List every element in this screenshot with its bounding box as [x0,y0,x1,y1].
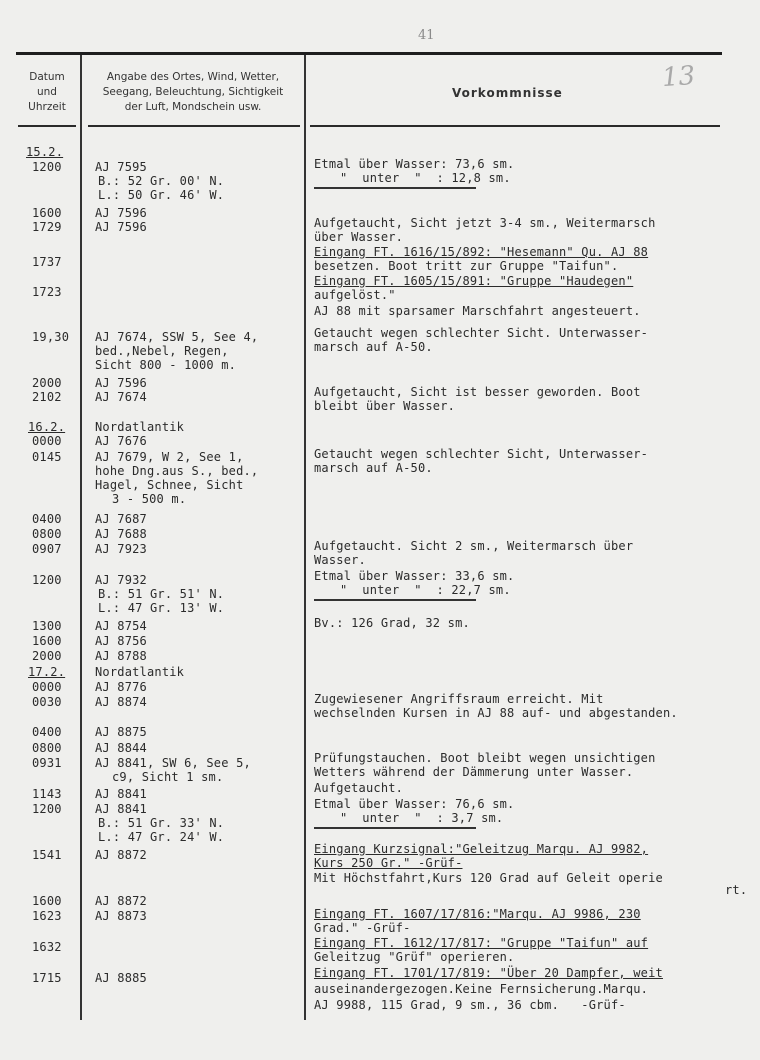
position-entry: AJ 7595 [95,160,147,174]
event-line: Mit Höchstfahrt,Kurs 120 Grad auf Geleit operie [314,871,663,885]
position-entry: AJ 7596 [95,376,147,390]
header-place: Angabe des Ortes, Wind, Wetter, Seegang, Beleuchtung, Sichtigkeit der Luft, Mondschein usw. [102,71,284,113]
position-entry: AJ 8841 [95,787,147,801]
column-divider-1 [80,55,82,1020]
position-entry: AJ 7596 [95,206,147,220]
event-line: Etmal über Wasser: 76,6 sm. [314,797,515,811]
time-entry: 0000 [32,434,62,448]
time-entry: 0931 [32,756,62,770]
position-entry: L.: 47 Gr. 13' W. [98,601,225,615]
weather-entry: AJ 8841, SW 6, See 5, [95,756,251,770]
weather-entry: Sicht 800 - 1000 m. [95,358,237,372]
time-entry: 1600 [32,894,62,908]
position-entry: AJ 7687 [95,512,147,526]
event-line: Aufgetaucht. Sicht 2 sm., Weitermarsch über [314,539,634,553]
header-rule-3 [310,125,720,127]
position-entry: AJ 8872 [95,848,147,862]
position-entry: AJ 8841 [95,802,147,816]
position-entry: AJ 8754 [95,619,147,633]
time-entry: 1600 [32,206,62,220]
event-line: Eingang Kurzsignal:"Geleitzug Marqu. AJ 9982, [314,842,649,856]
area-entry: Nordatlantik [95,420,185,434]
time-entry: 1737 [32,255,62,269]
position-entry: B.: 52 Gr. 00' N. [98,174,225,188]
time-entry: 0030 [32,695,62,709]
area-entry: Nordatlantik [95,665,185,679]
time-entry: 1200 [32,802,62,816]
event-line: Geleitzug "Grüf" operieren. [314,950,515,964]
time-entry: 0400 [32,512,62,526]
time-entry: 19,30 [32,330,70,344]
event-line: Getaucht wegen schlechter Sicht, Unterwasser- [314,447,649,461]
event-line: AJ 88 mit sparsamer Marschfahrt angesteuert. [314,304,641,318]
weather-entry: Hagel, Schnee, Sicht [95,478,244,492]
event-line: marsch auf A-50. [314,340,433,354]
event-line: Grad." -Grüf- [314,921,411,935]
position-entry: B.: 51 Gr. 33' N. [98,816,225,830]
position-entry: AJ 8776 [95,680,147,694]
position-entry: B.: 51 Gr. 51' N. [98,587,225,601]
position-entry: AJ 7932 [95,573,147,587]
event-line: Getaucht wegen schlechter Sicht. Unterwasser- [314,326,649,340]
position-entry: AJ 8874 [95,695,147,709]
date-entry: 17.2. [28,665,66,679]
event-line: Eingang FT. 1616/15/892: "Hesemann" Qu. AJ 88 [314,245,649,259]
event-line: Zugewiesener Angriffsraum erreicht. Mit [314,692,604,706]
time-entry: 1715 [32,971,62,985]
top-rule [16,52,722,55]
event-line: Etmal über Wasser: 33,6 sm. [314,569,515,583]
position-entry: AJ 8844 [95,741,147,755]
event-line: Wetters während der Dämmerung unter Wasser. [314,765,634,779]
time-entry: 1729 [32,220,62,234]
underline [314,599,476,601]
event-line: über Wasser. [314,230,404,244]
event-line: Etmal über Wasser: 73,6 sm. [314,157,515,171]
weather-entry: AJ 7679, W 2, See 1, [95,450,244,464]
underline [314,827,476,829]
event-line: Aufgetaucht, Sicht jetzt 3-4 sm., Weitermarsch [314,216,656,230]
time-entry: 1200 [32,573,62,587]
date-entry: 16.2. [28,420,66,434]
underline [314,187,476,189]
position-entry: AJ 8873 [95,909,147,923]
event-line: marsch auf A-50. [314,461,433,475]
time-entry: 0800 [32,527,62,541]
event-line: Eingang FT. 1701/17/819: "Über 20 Dampfer, weit [314,966,663,980]
event-line: " unter " : 22,7 sm. [340,583,511,597]
time-entry: 1143 [32,787,62,801]
date-entry: 15.2. [26,145,64,159]
time-entry: 0907 [32,542,62,556]
position-entry: AJ 8885 [95,971,147,985]
position-entry: AJ 8875 [95,725,147,739]
event-line: Prüfungstauchen. Boot bleibt wegen unsichtigen [314,751,656,765]
event-line: Bv.: 126 Grad, 32 sm. [314,616,470,630]
position-entry: AJ 8788 [95,649,147,663]
event-line: bleibt über Wasser. [314,399,456,413]
event-line: Kurs 250 Gr." -Grüf- [314,856,463,870]
event-line: besetzen. Boot tritt zur Gruppe "Taifun". [314,259,619,273]
event-line: AJ 9988, 115 Grad, 9 sm., 36 cbm. -Grüf- [314,998,626,1012]
weather-entry: AJ 7674, SSW 5, See 4, [95,330,259,344]
time-entry: 2000 [32,376,62,390]
event-line: Wasser. [314,553,366,567]
time-entry: 0145 [32,450,62,464]
event-line: Eingang FT. 1607/17/816:"Marqu. AJ 9986, 230 [314,907,641,921]
position-entry: AJ 8872 [95,894,147,908]
event-line: Eingang FT. 1605/15/891: "Gruppe "Haudegen" [314,274,634,288]
header-rule-1 [18,125,76,127]
event-line: " unter " : 12,8 sm. [340,171,511,185]
time-entry: 1723 [32,285,62,299]
weather-entry: c9, Sicht 1 sm. [112,770,224,784]
time-entry: 1623 [32,909,62,923]
column-divider-2 [304,55,306,1020]
event-line: Eingang FT. 1612/17/817: "Gruppe "Taifun" auf [314,936,649,950]
event-line: " unter " : 3,7 sm. [340,811,504,825]
event-line: auseinandergezogen.Keine Fernsicherung.Marqu. [314,982,649,996]
weather-entry: bed.,Nebel, Regen, [95,344,229,358]
time-entry: 1600 [32,634,62,648]
time-entry: 1300 [32,619,62,633]
time-entry: 2000 [32,649,62,663]
time-entry: 1200 [32,160,62,174]
weather-entry: 3 - 500 m. [112,492,187,506]
position-entry: L.: 50 Gr. 46' W. [98,188,225,202]
position-entry: L.: 47 Gr. 24' W. [98,830,225,844]
event-line: aufgelöst." [314,288,396,302]
position-entry: AJ 7596 [95,220,147,234]
page-number: 41 [418,28,435,43]
header-events: Vorkommnisse [452,86,563,100]
event-line: rt. [725,883,748,897]
event-line: Aufgetaucht, Sicht ist besser geworden. Boot [314,385,641,399]
time-entry: 0000 [32,680,62,694]
event-line: Aufgetaucht. [314,781,404,795]
time-entry: 0800 [32,741,62,755]
time-entry: 0400 [32,725,62,739]
position-entry: AJ 7676 [95,434,147,448]
header-date: Datum und Uhrzeit [28,71,66,113]
page-stamp: 13 [660,60,697,94]
time-entry: 1541 [32,848,62,862]
position-entry: AJ 7674 [95,390,147,404]
position-entry: AJ 7923 [95,542,147,556]
time-entry: 1632 [32,940,62,954]
header-rule-2 [88,125,300,127]
weather-entry: hohe Dng.aus S., bed., [95,464,259,478]
event-line: wechselnden Kursen in AJ 88 auf- und abgestanden. [314,706,678,720]
position-entry: AJ 8756 [95,634,147,648]
position-entry: AJ 7688 [95,527,147,541]
time-entry: 2102 [32,390,62,404]
